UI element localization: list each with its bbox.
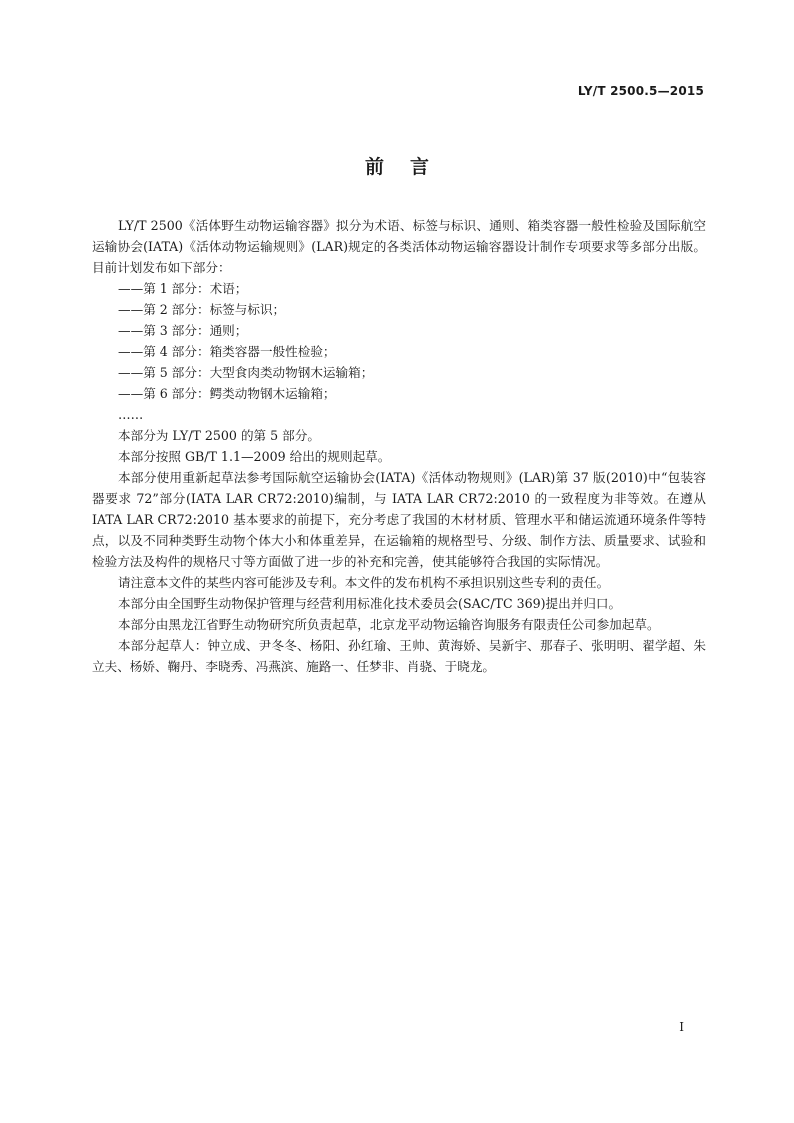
drafting-units-paragraph: 本部分由黑龙江省野生动物研究所负责起草，北京龙平动物运输咨询服务有限责任公司参加起草。 bbox=[118, 617, 660, 632]
redraft-paragraph: 本部分使用重新起草法参考国际航空运输协会(IATA)《活体动物规则》(LAR)第 37 版(2010)中“包装容器要求 72”部分(IATA LAR CR72:2010)编制，与 IATA LAR CR72:2010 的一致程度为非等效。在遵从 IATA LAR CR72:2010 基本要求的前提下，充分考虑了我国的木材材质、管理水平和储运流通环境条件等特点，以及不同种类野生动物个体大小和体重差异，在运输箱的规格型号、分级、制作方法、质量要求、试验和检验方法及构件的规格尺寸等方面做了进一步的补充和完善，使其能够符合我国的实际情况。 bbox=[92, 470, 706, 569]
list-item: ——第 5 部分：大型食肉类动物钢木运输箱； bbox=[118, 365, 374, 380]
list-item: ——第 3 部分：通则； bbox=[118, 323, 248, 338]
rules-paragraph: 本部分按照 GB/T 1.1—2009 给出的规则起草。 bbox=[118, 449, 391, 464]
intro-paragraph: LY/T 2500《活体野生动物运输容器》拟分为术语、标签与标识、通则、箱类容器一般性检验及国际航空运输协会(IATA)《活体动物运输规则》(LAR)规定的各类活体动物运输容器设计制作专项要求等多部分出版。目前计划发布如下部分： bbox=[92, 218, 706, 275]
patent-paragraph: 请注意本文件的某些内容可能涉及专利。本文件的发布机构不承担识别这些专利的责任。 bbox=[118, 575, 610, 590]
standard-code: LY/T 2500.5—2015 bbox=[577, 84, 704, 98]
page-title: 前言 bbox=[364, 156, 455, 178]
list-item: ——第 4 部分：箱类容器一般性检验； bbox=[118, 344, 336, 359]
list-item: ——第 1 部分：术语； bbox=[118, 281, 248, 296]
drafters-paragraph: 本部分起草人：钟立成、尹冬冬、杨阳、孙红瑜、王帅、黄海娇、吴新宇、那春子、张明明、翟学超、朱立夫、杨娇、鞠丹、李晓秀、冯燕滨、施路一、任梦非、肖骁、于晓龙。 bbox=[92, 638, 706, 674]
document-body bbox=[92, 215, 706, 677]
page-number: I bbox=[679, 1020, 684, 1034]
list-item: ——第 2 部分：标签与标识； bbox=[118, 302, 286, 317]
list-item: ——第 6 部分：鳄类动物钢木运输箱； bbox=[118, 386, 336, 401]
part-of-paragraph: 本部分为 LY/T 2500 的第 5 部分。 bbox=[118, 428, 320, 443]
proposed-paragraph: 本部分由全国野生动物保护管理与经营利用标准化技术委员会(SAC/TC 369)提出并归口。 bbox=[118, 596, 622, 611]
list-item-ellipsis: …… bbox=[118, 407, 144, 422]
